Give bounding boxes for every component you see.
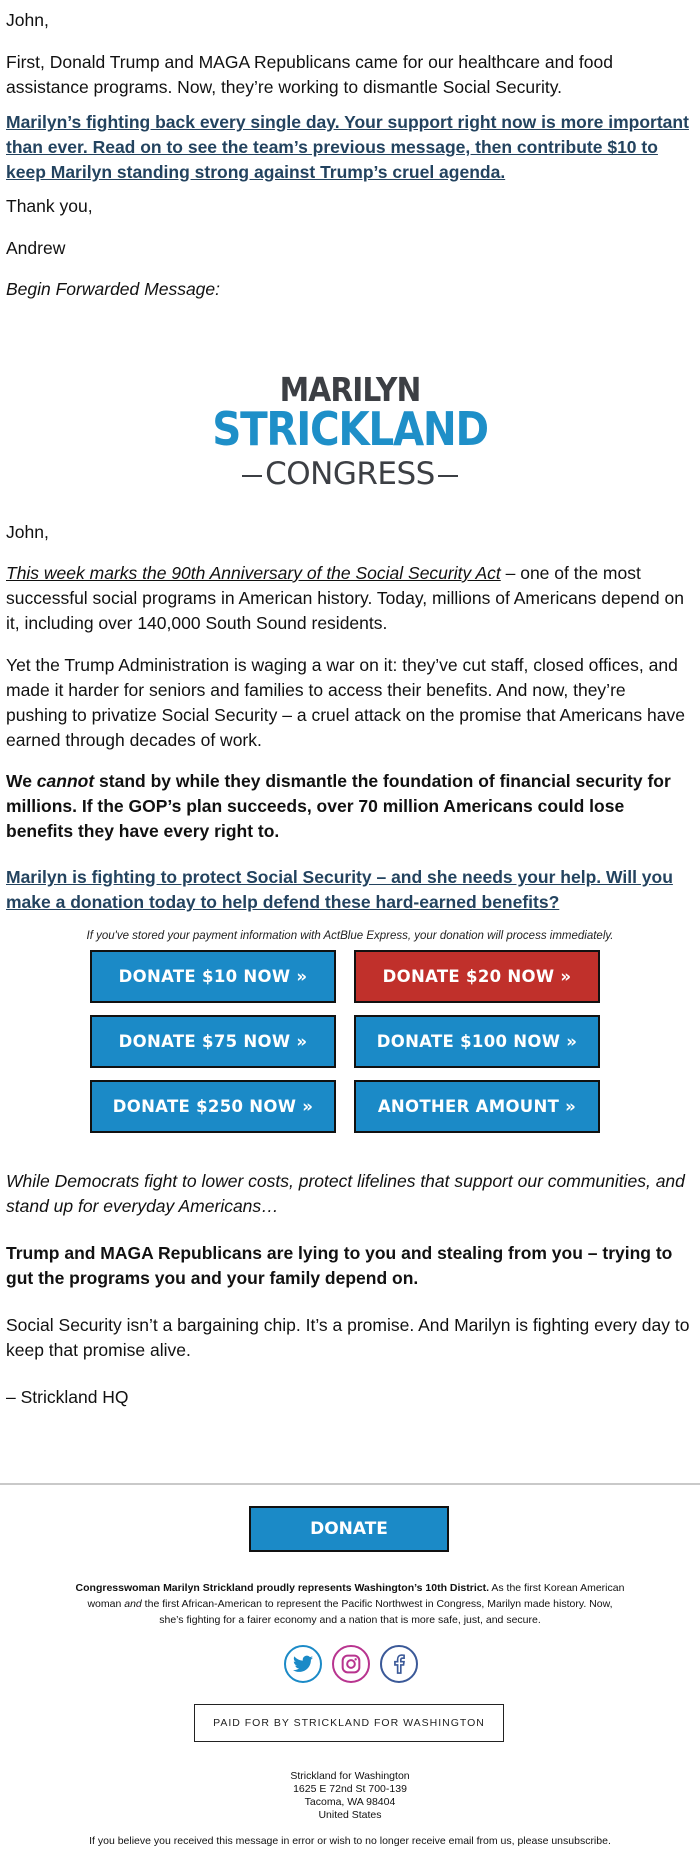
- logo-line-marilyn: MARILYN: [279, 370, 421, 409]
- intro-donate-link[interactable]: Marilyn’s fighting back every single day. Your support right now is more important than ever. Read on to see the team’s previous message, then contribute $10 to keep Marilyn standing strong against Trump’s cruel agenda.: [6, 112, 689, 182]
- cannot-paragraph: We cannot stand by while they dismantle the foundation of financial security for millions. If the GOP’s plan succeeds, over 70 million Americans could lose benefits they have every right to.: [6, 771, 671, 841]
- twitter-icon[interactable]: [284, 1645, 322, 1683]
- donate-10-button[interactable]: DONATE $10 NOW »: [90, 950, 336, 1003]
- logo-line-congress: CONGRESS: [0, 456, 700, 492]
- mailing-address: [0, 1770, 700, 1822]
- donate-75-button[interactable]: DONATE $75 NOW »: [90, 1015, 336, 1068]
- unsubscribe-link[interactable]: If you believe you received this message in error or wish to no longer receive email from us, please unsubscribe.: [89, 1835, 611, 1847]
- closing-italic-paragraph: While Democrats fight to lower costs, protect lifelines that support our communities, and stand up for everyday Americans…: [6, 1171, 685, 1216]
- address-line: 1625 E 72nd St 700-139: [293, 1783, 407, 1795]
- greeting: John,: [6, 10, 49, 30]
- footer-bio: Congresswoman Marilyn Strickland proudly represents Washington’s 10th District. As the first Korean American woman and the first African-American to represent the Pacific Northwest in Congress, Marilyn made history. Now, she’s fighting for a fairer economy and a nation that is more safe, just, and secure.: [75, 1582, 625, 1626]
- anniversary-paragraph: This week marks the 90th Anniversary of the Social Security Act – one of the most successful social programs in American history. Today, millions of Americans depend on it, including over 140,000 South Sound residents.: [6, 563, 684, 633]
- logo-line-strickland: STRICKLAND: [212, 402, 488, 456]
- actblue-express-note: If you've stored your payment information with ActBlue Express, your donation will process immediately.: [86, 930, 614, 942]
- body-greeting: John,: [6, 522, 49, 542]
- forwarded-label: Begin Forwarded Message:: [6, 279, 220, 299]
- footer-divider: [0, 1483, 700, 1485]
- address-line: United States: [318, 1809, 382, 1821]
- address-line: Tacoma, WA 98404: [304, 1796, 396, 1808]
- logo-dash-right: [438, 475, 458, 477]
- anniversary-link[interactable]: This week marks the 90th Anniversary of the Social Security Act: [6, 563, 501, 583]
- donate-20-button[interactable]: DONATE $20 NOW »: [354, 950, 600, 1003]
- logo-dash-left: [242, 475, 262, 477]
- donate-another-amount-button[interactable]: ANOTHER AMOUNT »: [354, 1080, 600, 1133]
- address-line: Strickland for Washington: [290, 1770, 410, 1782]
- thanks-text: Thank you,: [6, 196, 93, 216]
- help-donate-link[interactable]: Marilyn is fighting to protect Social Security – and she needs your help. Will you make a donation today to help defend these hard-earned benefits?: [6, 867, 673, 912]
- paid-for-disclaimer: PAID FOR BY STRICKLAND FOR WASHINGTON: [194, 1704, 504, 1742]
- footer-donate-button[interactable]: DONATE: [249, 1506, 449, 1552]
- closing-bold-paragraph: Trump and MAGA Republicans are lying to you and stealing from you – trying to gut the programs you and your family depend on.: [6, 1243, 673, 1288]
- signoff-name: Andrew: [6, 238, 66, 258]
- instagram-icon[interactable]: [332, 1645, 370, 1683]
- facebook-icon[interactable]: [380, 1645, 418, 1683]
- donate-250-button[interactable]: DONATE $250 NOW »: [90, 1080, 336, 1133]
- promise-paragraph: Social Security isn’t a bargaining chip. It’s a promise. And Marilyn is fighting every day to keep that promise alive.: [6, 1315, 690, 1360]
- war-paragraph: Yet the Trump Administration is waging a war on it: they’ve cut staff, closed offices, and made it harder for seniors and families to access their benefits. And now, they’re pushing to privatize Social Security – a cruel attack on the promise that Americans have earned through decades of work.: [6, 655, 685, 750]
- intro-paragraph: First, Donald Trump and MAGA Republicans came for our healthcare and food assistance programs. Now, they’re working to dismantle Social Security.: [6, 52, 613, 97]
- donate-100-button[interactable]: DONATE $100 NOW »: [354, 1015, 600, 1068]
- closing-signature: – Strickland HQ: [6, 1387, 129, 1407]
